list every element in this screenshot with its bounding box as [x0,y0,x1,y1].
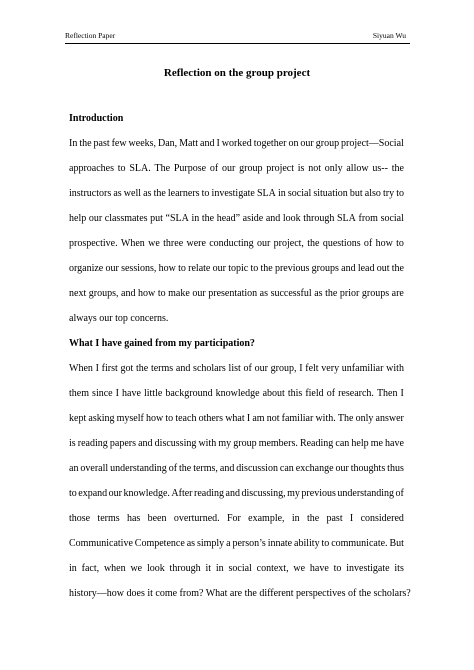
paragraph-line: always our top concerns. [69,313,169,324]
paragraph-line: in fact, when we look through it in social context, we have to investigate its [69,563,404,574]
paragraph-line: history—how does it come from? What are the different perspectives of the scholars? [69,588,411,599]
paragraph-line: prospective. When we three were conducting our project, the questions of how to [69,238,404,249]
header-author-name: Siyuan Wu [372,31,406,40]
paragraph-line: In the past few weeks, Dan, Matt and I worked together on our group project—Social [69,138,404,149]
paragraph-line: organize our sessions, how to relate our topic to the previous groups and lead out the [69,263,404,274]
header-paper-label: Reflection Paper [65,31,116,40]
paragraph-line: Communicative Competence as simply a person’s innate ability to communicate. But [69,538,404,549]
spacer [69,126,404,137]
paragraph-line: When I first got the terms and scholars list of our group, I felt very unfamiliar with [69,363,404,374]
paragraph-line: those terms has been overturned. For example, in the past I considered [69,513,404,524]
running-header [65,29,410,44]
spacer [69,351,404,362]
paragraph-line: kept asking myself how to teach others what I am not familiar with. The only answer [69,413,404,424]
paragraph-line: to expand our knowledge. After reading and discussing, my previous understanding of [69,488,404,499]
paragraph-line: is reading papers and discussing with my group members. Reading can help me have [69,438,404,449]
section-heading: Introduction [69,113,124,124]
section-heading: What I have gained from my participation? [69,338,255,349]
paragraph-line: an overall understanding of the terms, and discussion can exchange our thoughts thus [69,463,404,474]
document-body [69,112,411,612]
paragraph-line: instructors as well as the learners to investigate SLA in social situation but also try to [69,188,404,199]
paragraph-line: help our classmates put “SLA in the head” aside and look through SLA from social [69,213,404,224]
paragraph-line: them since I have little background knowledge about this field of research. Then I [69,388,404,399]
paragraph-line: approaches to SLA. The Purpose of our group project is not only allow us-- the [69,163,404,174]
paragraph-line: next groups, and how to make our presentation as successful as the prior groups are [69,288,404,299]
document-title: Reflection on the group project [163,67,311,79]
